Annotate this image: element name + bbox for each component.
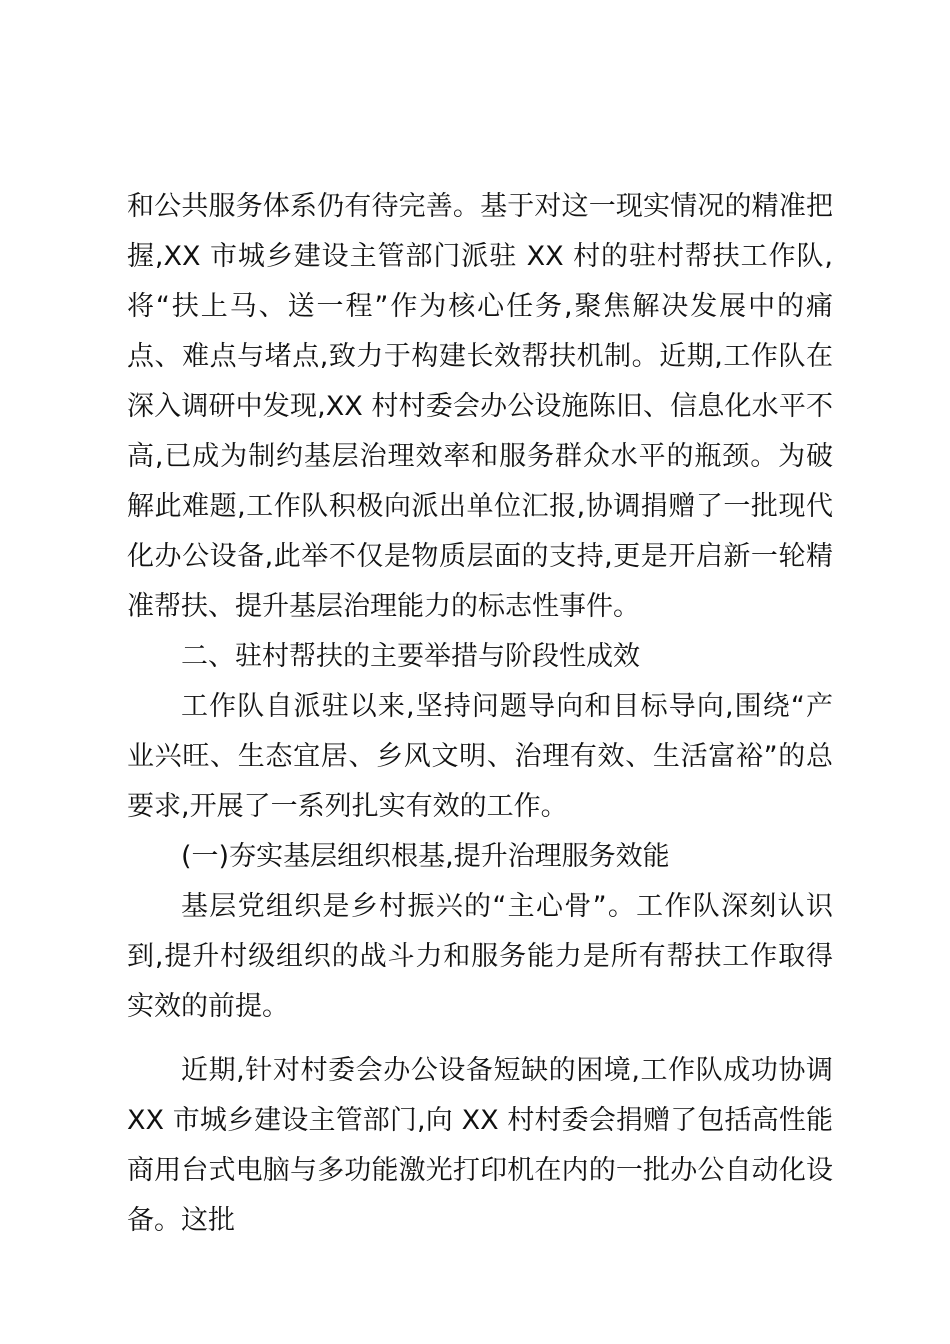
document-body	[127, 182, 833, 1246]
subsection-heading-1: (一)夯实基层组织根基,提升治理服务效能	[181, 841, 670, 872]
paragraph-party-org: 基层党组织是乡村振兴的“主心骨”。工作队深刻认识到,提升村级组织的战斗力和服务能力是所有帮扶工作取得实效的前提。	[127, 891, 833, 1022]
paragraph-intro: 工作队自派驻以来,坚持问题导向和目标导向,围绕“产业兴旺、生态宜居、乡风文明、治理有效、生活富裕”的总要求,开展了一系列扎实有效的工作。	[127, 691, 833, 822]
section-heading-2: 二、驻村帮扶的主要举措与阶段性成效	[181, 641, 640, 672]
paragraph-equipment: 近期,针对村委会办公设备短缺的困境,工作队成功协调 XX 市城乡建设主管部门,向 XX 村村委会捐赠了包括高性能商用台式电脑与多功能激光打印机在内的一批办公自动化设备。这批	[127, 1055, 833, 1236]
paragraph-gap	[127, 1032, 833, 1046]
paragraph-continuation: 和公共服务体系仍有待完善。基于对这一现实情况的精准把握,XX 市城乡建设主管部门派驻 XX 村的驻村帮扶工作队,将“扶上马、送一程”作为核心任务,聚焦解决发展中的痛点、难点与堵点,致力于构建长效帮扶机制。近期,工作队在深入调研中发现,XX 村村委会办公设施陈旧、信息化水平不高,已成为制约基层治理效率和服务群众水平的瓶颈。为破解此难题,工作队积极向派出单位汇报,协调捐赠了一批现代化办公设备,此举不仅是物质层面的支持,更是开启新一轮精准帮扶、提升基层治理能力的标志性事件。	[127, 191, 833, 622]
